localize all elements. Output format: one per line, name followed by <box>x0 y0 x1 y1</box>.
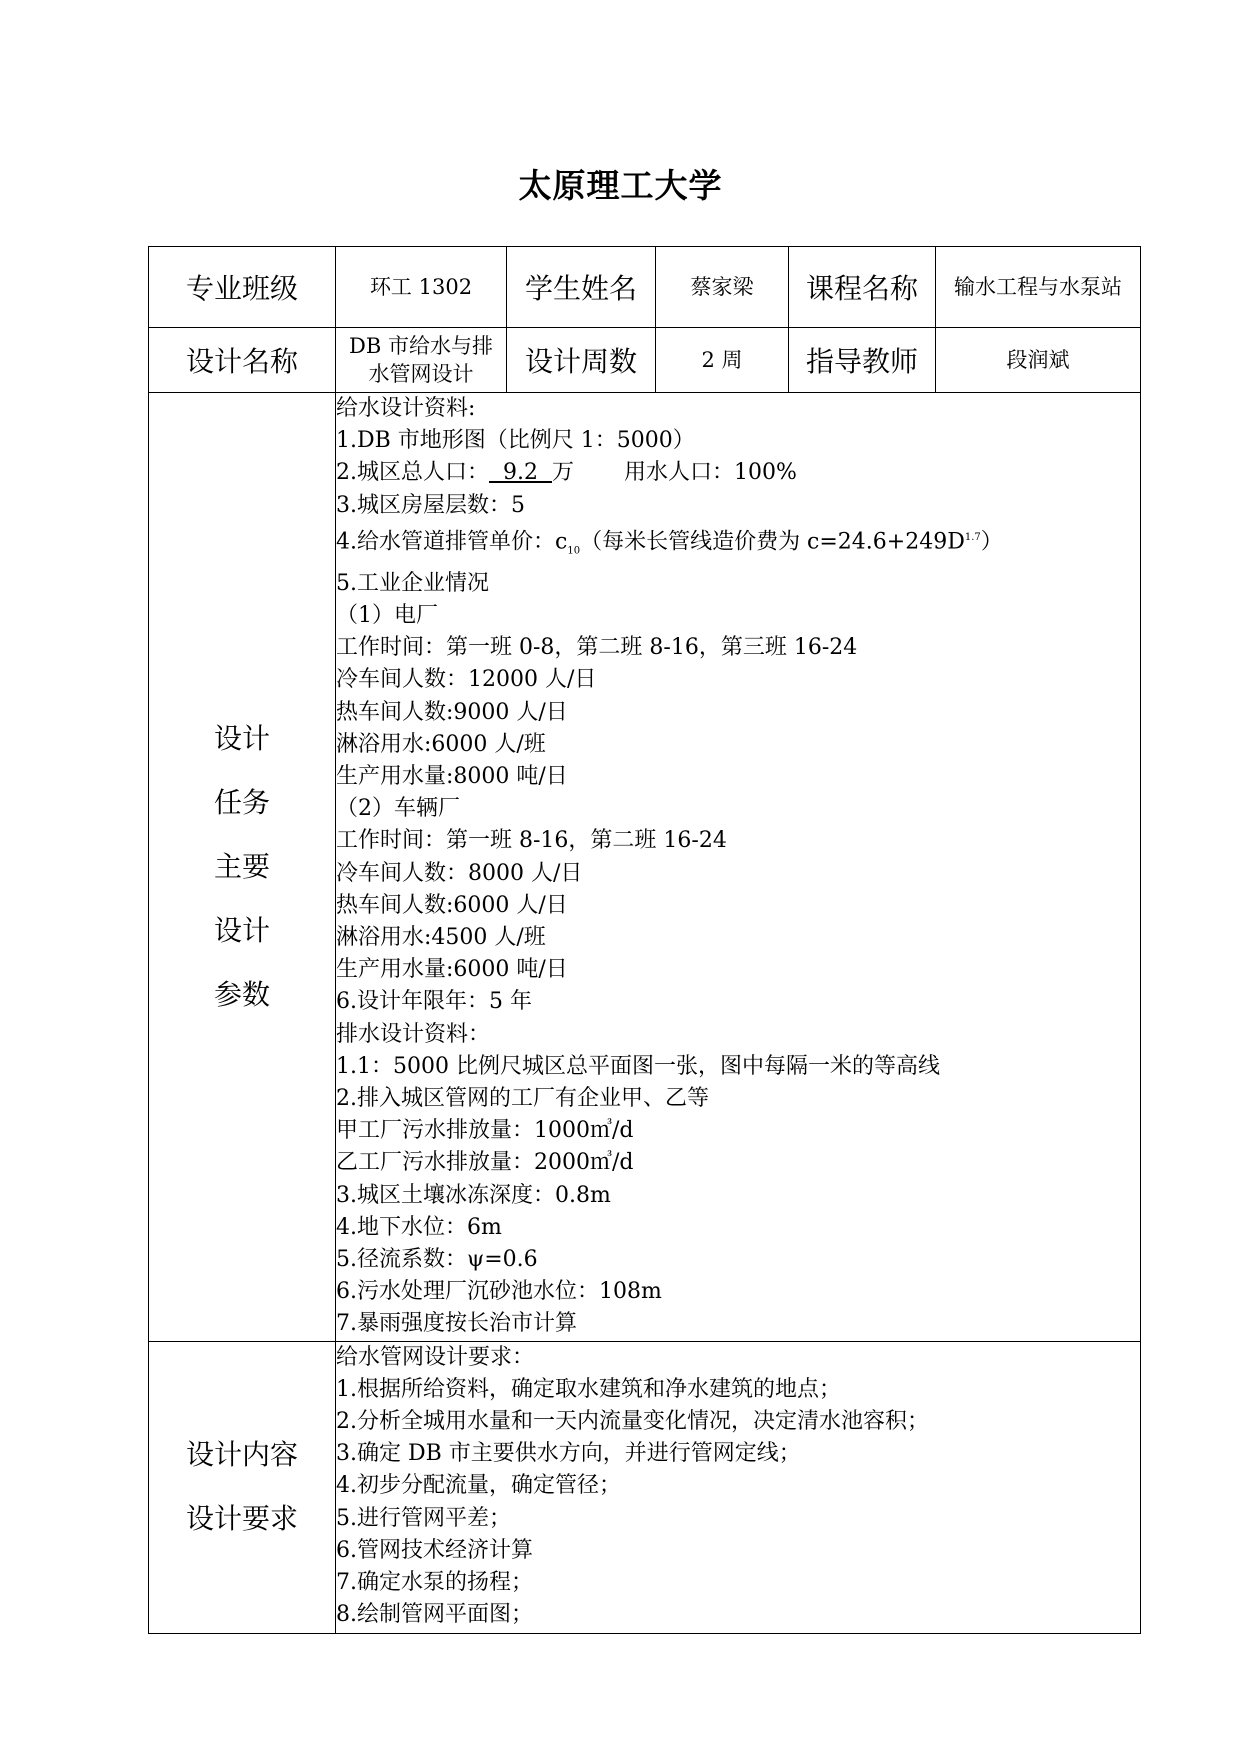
requirement-line: 给水管网设计要求： <box>336 1344 535 1370</box>
param-line: 淋浴用水:6000 人/班 <box>336 731 546 757</box>
param-line: 淋浴用水:4500 人/班 <box>336 924 546 950</box>
requirement-line: 3.确定 DB 市主要供水方向，并进行管网定线； <box>336 1441 801 1467</box>
teacher-label: 指导教师 <box>789 328 936 393</box>
major-label: 专业班级 <box>149 247 336 328</box>
param-line: 热车间人数:9000 人/日 <box>336 699 568 725</box>
param-line: 3.城区土壤冰冻深度：0.8m <box>336 1182 611 1208</box>
param-line-population: 2.城区总人口： 9.2 万 用水人口：100% <box>336 460 797 486</box>
course-value <box>936 247 1141 328</box>
design-name-text: DB 市给水与排水管网设计 <box>349 334 493 386</box>
course-label: 课程名称 <box>789 247 936 328</box>
requirement-line: 4.初步分配流量，确定管径； <box>336 1473 621 1499</box>
param-line: （2）车辆厂 <box>336 796 460 822</box>
params-side-label: 设计 任务 主要 设计 参数 <box>149 393 336 1342</box>
header-row-2 <box>149 328 1141 393</box>
teacher-value: 段润斌 <box>936 328 1141 393</box>
param-line: 冷车间人数：8000 人/日 <box>336 860 583 886</box>
param-line: 2.排入城区管网的工厂有企业甲、乙等 <box>336 1085 709 1111</box>
param-line: 工作时间：第一班 0-8，第二班 8-16，第三班 16-24 <box>336 635 858 661</box>
param-line: 给水设计资料: <box>336 396 476 421</box>
page-title: 太原理工大学 <box>518 166 723 205</box>
param-line: 工作时间：第一班 8-16，第二班 16-24 <box>336 828 727 854</box>
population-value: 9.2 <box>503 460 538 486</box>
param-line: 5.径流系数：ψ=0.6 <box>336 1247 538 1272</box>
param-line: 乙工厂污水排放量：2000㎥/d <box>336 1150 634 1176</box>
param-line: 6.设计年限年：5 年 <box>336 989 532 1015</box>
param-line: 生产用水量:8000 吨/日 <box>336 763 568 789</box>
param-line: 冷车间人数：12000 人/日 <box>336 667 597 693</box>
param-line: 生产用水量:6000 吨/日 <box>336 957 568 983</box>
params-row <box>149 393 1141 1342</box>
param-line: 热车间人数:6000 人/日 <box>336 892 568 918</box>
param-line: 排水设计资料： <box>336 1021 491 1047</box>
weeks-label: 设计周数 <box>507 328 656 393</box>
student-value: 蔡家梁 <box>656 247 789 328</box>
requirement-line: 2.分析全城用水量和一天内流量变化情况，决定清水池容积； <box>336 1409 929 1435</box>
weeks-value: 2 周 <box>656 328 789 393</box>
param-line: 4.地下水位：6m <box>336 1214 502 1240</box>
param-line: （1）电厂 <box>336 602 438 628</box>
param-line: 1.1：5000 比例尺城区总平面图一张，图中每隔一米的等高线 <box>336 1053 940 1079</box>
header-row-1 <box>149 247 1141 328</box>
design-name-label: 设计名称 <box>149 328 336 393</box>
params-content <box>336 393 1141 1342</box>
requirements-content <box>336 1341 1141 1633</box>
major-value: 环工 1302 <box>336 247 507 328</box>
param-line: 6.污水处理厂沉砂池水位：108m <box>336 1279 662 1305</box>
param-line: 7.暴雨强度按长治市计算 <box>336 1311 577 1337</box>
design-name-value <box>336 328 507 393</box>
param-line: 1.DB 市地形图（比例尺 1：5000） <box>336 428 695 454</box>
course-value-text: 输水工程与水泵站 <box>954 275 1122 299</box>
water-pop-value: 100% <box>734 460 797 486</box>
param-line: 3.城区房屋层数：5 <box>336 492 525 518</box>
requirement-line: 8.绘制管网平面图； <box>336 1602 533 1628</box>
requirement-line: 7.确定水泵的扬程； <box>336 1570 533 1596</box>
requirement-line: 5.进行管网平差； <box>336 1505 511 1531</box>
requirement-line: 6.管网技术经济计算 <box>336 1537 533 1563</box>
param-line: 5.工业企业情况 <box>336 570 489 596</box>
requirements-side-label: 设计内容 设计要求 <box>149 1341 336 1633</box>
requirements-row <box>149 1341 1141 1633</box>
requirement-line: 1.根据所给资料，确定取水建筑和净水建筑的地点； <box>336 1376 841 1402</box>
student-label: 学生姓名 <box>507 247 656 328</box>
param-line: 甲工厂污水排放量：1000㎥/d <box>336 1118 634 1144</box>
param-line-price: 4.给水管道排管单价：$c_{10}$（每米长管线造价费为 $c=24.6+249D^{1.7}$） <box>336 529 1003 557</box>
task-table <box>148 246 1141 1634</box>
